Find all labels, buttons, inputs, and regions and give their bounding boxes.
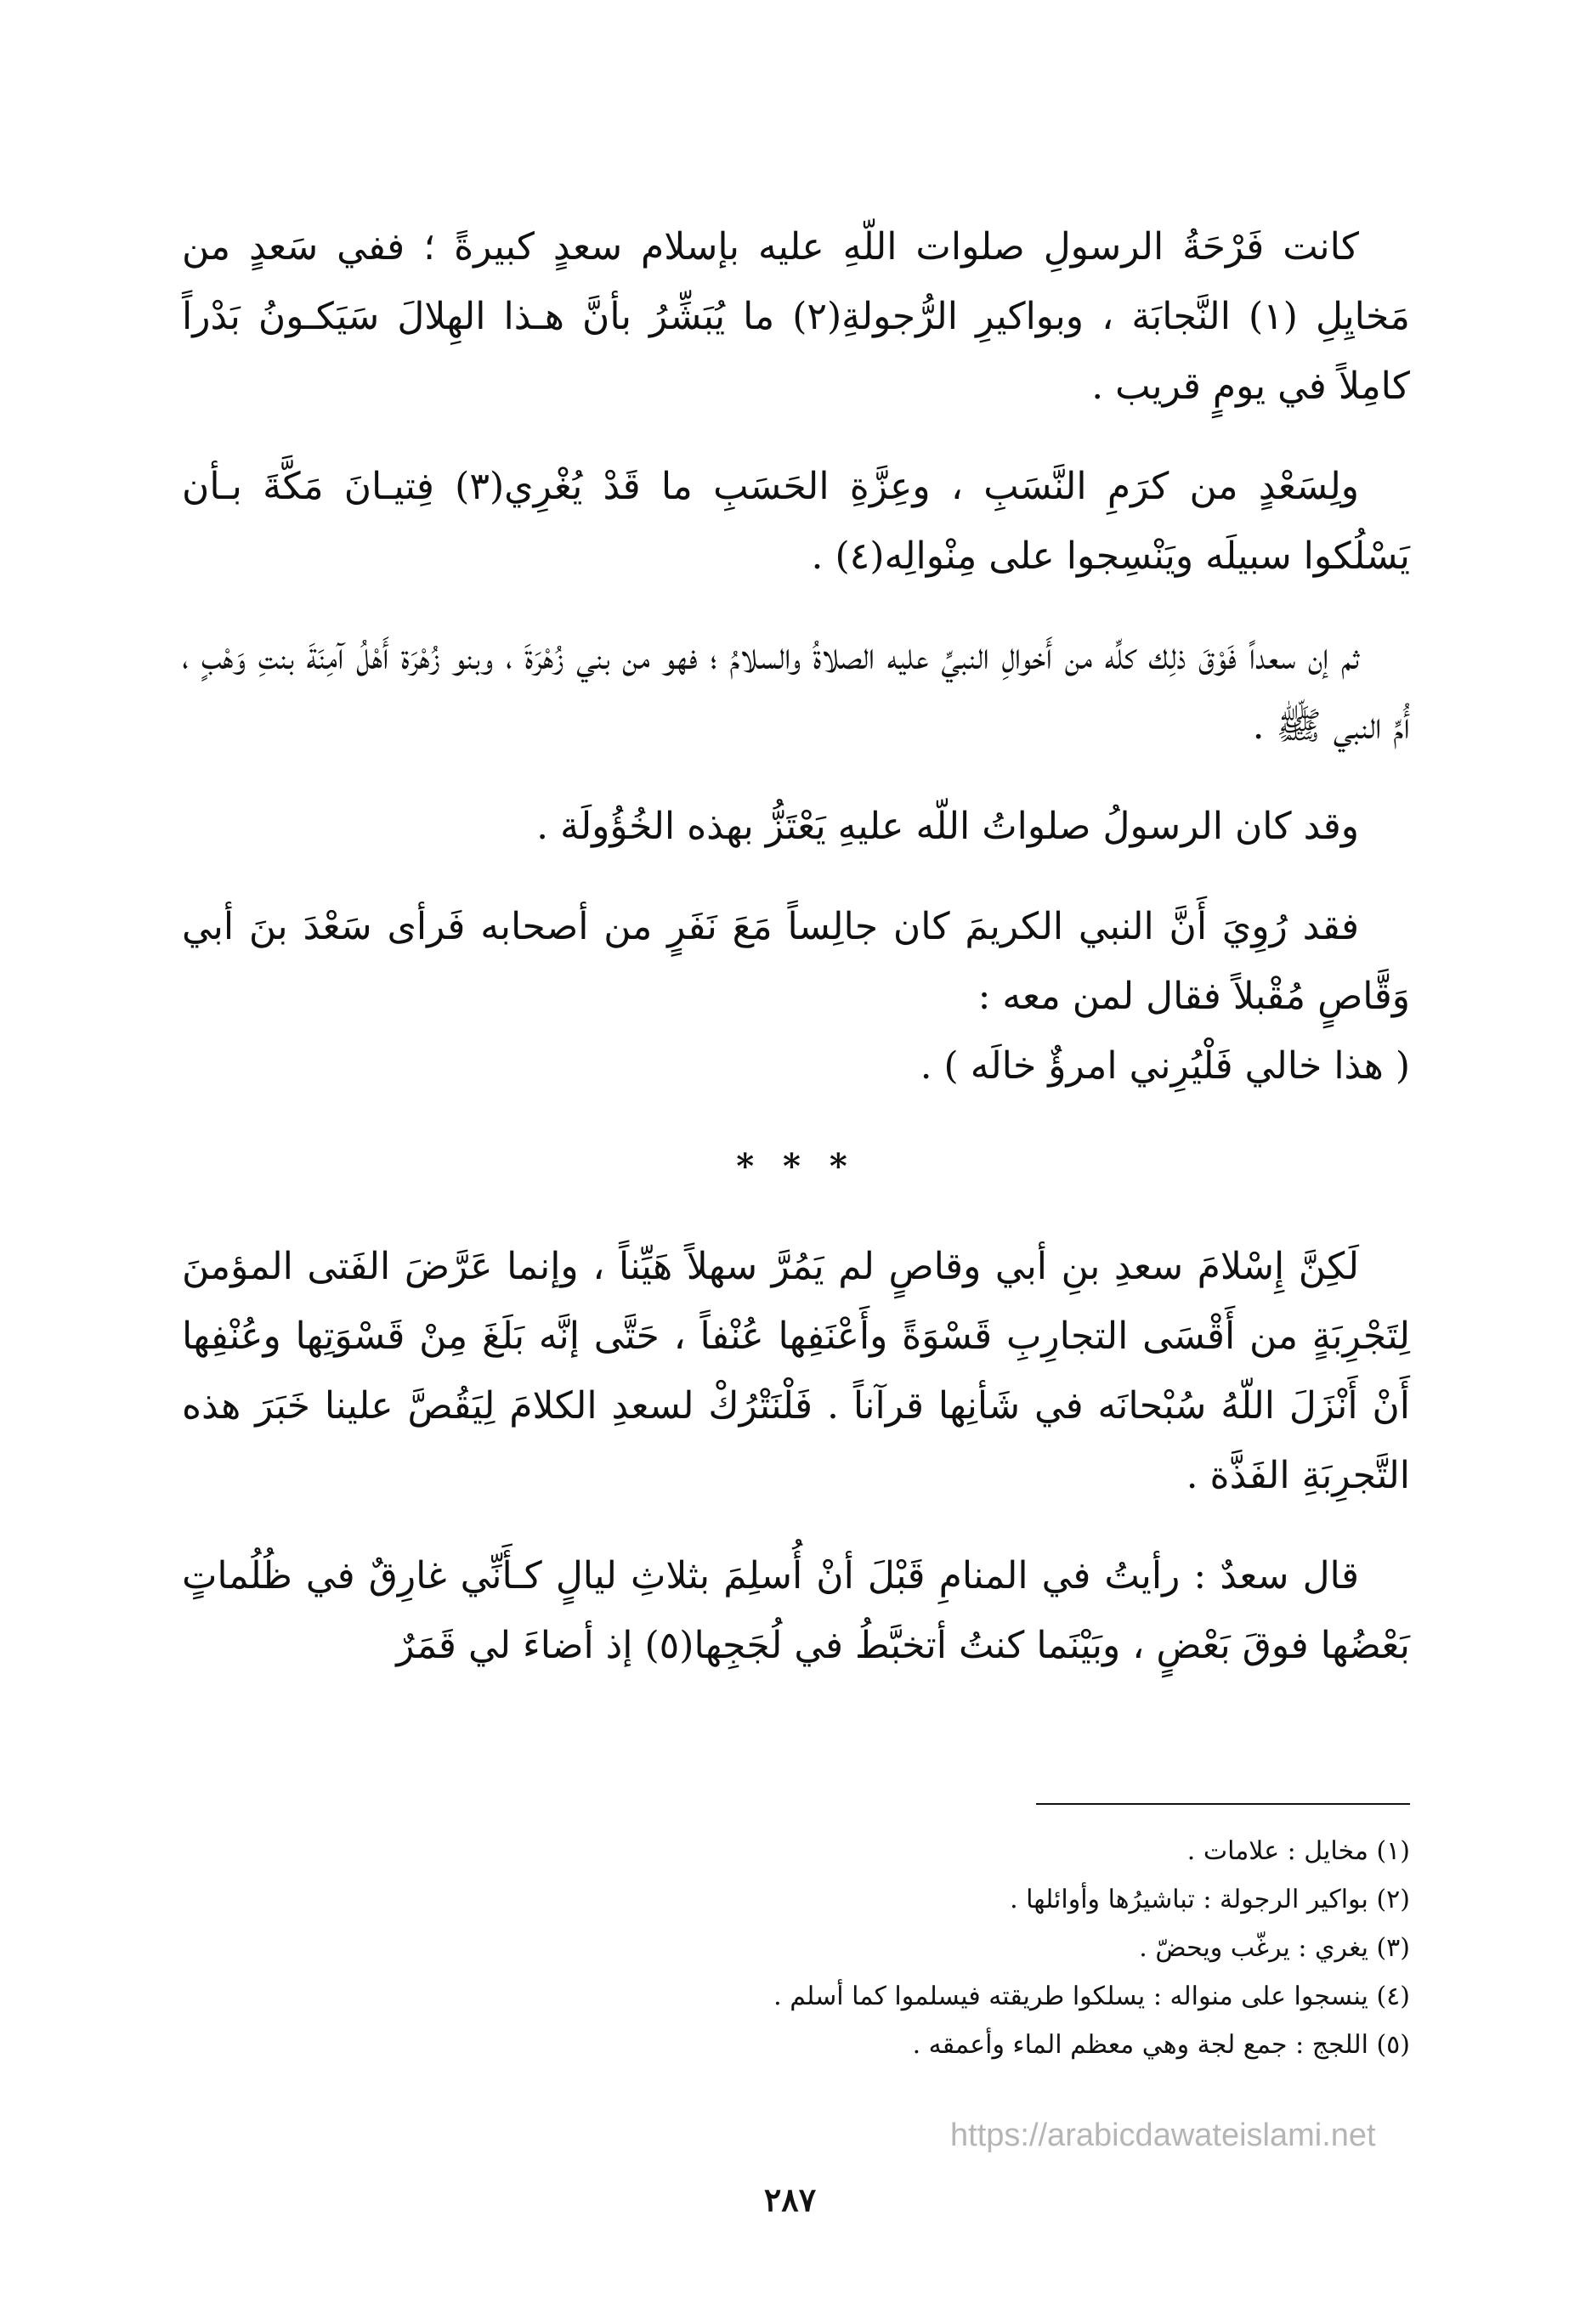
- paragraph: فقد رُوِيَ أَنَّ النبي الكريمَ كان جالِساً مَعَ نَفَرٍ من أصحابه فَرأى سَعْدَ بنَ أبي وَقَّاصٍ مُقْبلاً فقال لمن معه :: [182, 905, 1410, 1018]
- footnote-divider: [1036, 1803, 1410, 1805]
- paragraph: قال سعدٌ : رأيتُ في المنامِ قَبْلَ أنْ أُسلِمَ بثلاثِ ليالٍ كـأَنِّي غارِقٌ في ظُلُماتٍ بَعْضُها فوقَ بَعْضٍ ، وبَيْنَما كنتُ أتخبَّطُ في لُجَجِها(٥) إذ أضاءَ لي قَمَرٌ: [182, 1554, 1410, 1667]
- page-number: ٢٨٧: [763, 2180, 817, 2219]
- section-separator: * * *: [736, 1146, 856, 1186]
- paragraph: ولِسَعْدٍ من كرَمِ النَّسَبِ ، وعِزَّةِ الحَسَبِ ما قَدْ يُغْرِي(٣) فِتيـانَ مَكَّةَ بـأن يَسْلُكوا سبيلَه ويَنْسِجوا على مِنْوالِه(٤) .: [182, 465, 1410, 578]
- paragraph: لَكِنَّ إِسْلامَ سعدِ بنِ أبي وقاصٍ لم يَمُرَّ سهلاً هَيِّناً ، وإنما عَرَّضَ الفَتى المؤمنَ لِتَجْرِبَةٍ من أَقْسَى التجارِبِ قَسْوَةً وأَعْنَفِها عُنْفاً ، حَتَّى إنَّه بَلَغَ مِنْ قَسْوَتِها وعُنْفِها أَنْ أَنْزَلَ اللّهُ سُبْحانَه في شَأنِها قرآناً . فَلْنَتْرُكْ لسعدِ الكلامَ لِيَقُصَّ علينا خَبَرَ هذه التَّجرِبَةِ الفَذَّة .: [182, 1245, 1411, 1497]
- paragraph: وقد كان الرسولُ صلواتُ اللّه عليهِ يَعْتَزُّ بهذه الخُؤُولَة .: [536, 805, 1359, 848]
- footnote: (٤) ينسجوا على منواله : يسلكوا طريقته فيسلموا كما أسلم .: [773, 1982, 1410, 2011]
- paragraph: كانت فَرْحَةُ الرسولِ صلوات اللّهِ عليه بإسلام سعدٍ كبيرةً ؛ ففي سَعدٍ من مَخايِلِ (١) النَّجابَة ، وبواكيرِ الرُّجولةِ(٢) ما يُبَشِّرُ بأنَّ هـذا الهِلالَ سَيَكـونُ بَدْراً كامِلاً في يومٍ قريب .: [182, 225, 1410, 408]
- footnote: (٢) بواكير الرجولة : تباشيرُها وأوائلها .: [1010, 1885, 1410, 1914]
- footnotes: [182, 1827, 1410, 2069]
- main-text: [182, 212, 1410, 1711]
- paragraph: ثم إن سعداً فَوْقَ ذلِك كلِّه من أَخوالِ النبيِّ عليه الصلاةُ والسلامُ ؛ فهو من بني زُهْرَةَ ، وبنو زُهْرَة أَهْلُ آمِنَةَ بنتِ وَهْبٍ ، أُمِّ النبي ﷺ .: [182, 635, 1410, 748]
- footnote: (١) مخايل : علامات .: [1186, 1836, 1410, 1866]
- footnote: (٣) يغري : يرغّب ويحضّ .: [1139, 1933, 1410, 1963]
- quotation: ( هذا خالي فَلْيُرِني امرؤٌ خالَه ) .: [920, 1044, 1410, 1088]
- watermark-url: https://arabicdawateislami.net: [950, 2118, 1376, 2153]
- footnote: (٥) اللجج : جمع لجة وهي معظم الماء وأعمقه .: [912, 2030, 1410, 2060]
